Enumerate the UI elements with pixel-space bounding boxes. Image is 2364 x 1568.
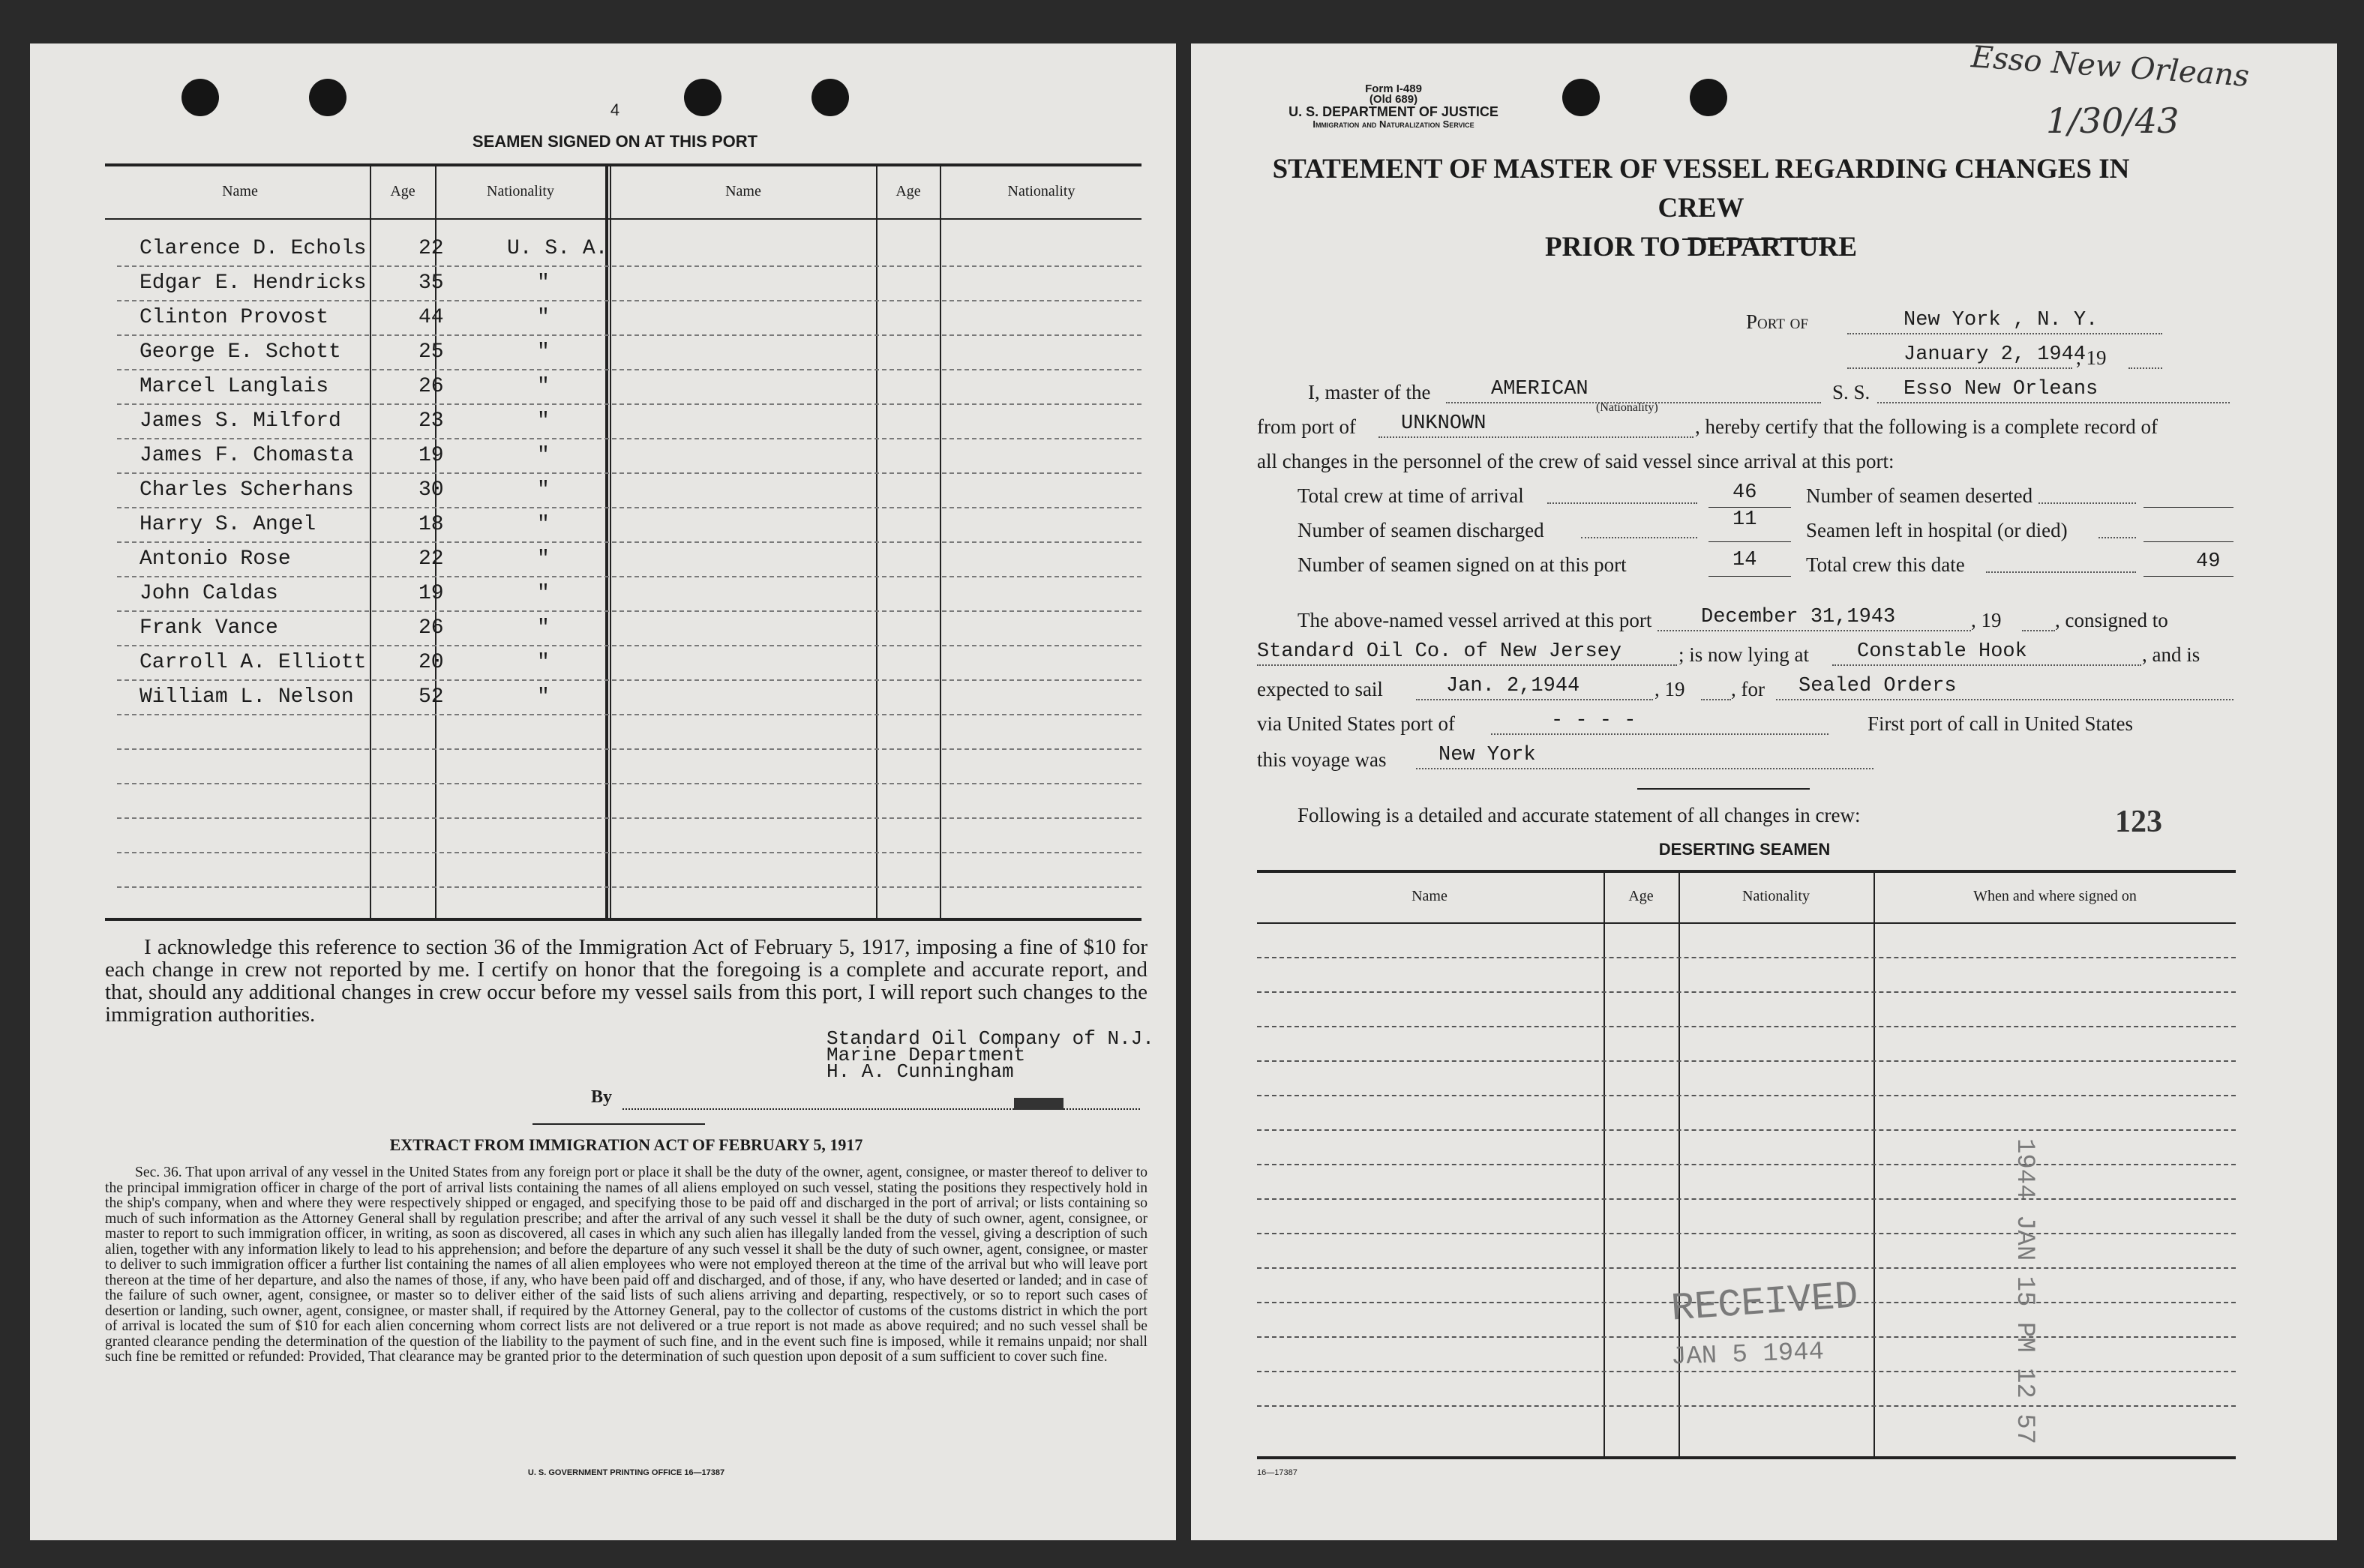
- row-rule: [1257, 957, 2236, 958]
- seaman-age: 35: [418, 271, 444, 295]
- arrived-label: The above-named vessel arrived at this port: [1298, 609, 1652, 631]
- extract-text: Sec. 36. That upon arrival of any vessel in the United States from any foreign port or place it shall be the duty of the owner, agent, consignee, or master thereof to deliver to the principal immigration officer in charge of the port of arrival lists containing the names of all aliens employed on such vessel, stating the positions they respectively hold in the ship's company, when and where they were respectively shipped or engaged, and specifying those to be paid off and discharged in the port of arrival; or lists containing so much of such information as the Attorney General shall by regulation prescribe; and after the arrival of any such vessel it shall be the duty of such owner, agent, consignee, or master to report to such immigration officer, in writing, as soon as discovered, all cases in which any such alien has illegally landed from the vessel, giving a description of such alien, together with any information likely to lead to his apprehension; and before the departure of any such vessel it shall be the duty of such owner, agent, consignee, or master to deliver to such immigration officer a further list containing the names of all alien employees who were not employed thereon at the time of the arrival but who will leave port thereon at the time of her departure, and also the names of those, if any, who have been paid off and discharged, and of those, if any, who have deserted or landed; and in case of the failure of such owner, agent, consignee, or master so to deliver either of the said lists of such aliens arriving and departing, respectively, or so to report such cases of desertion or landing, such owner, agent, consignee, or master shall, if required by the Attorney General, pay to the collector of customs of the customs district in which the port of arrival is located the sum of $10 for each alien concerning whom correct lists are not delivered or a true report is not made as above required; and no such vessel shall be granted clearance pending the determination of the question of the liability to the payment of such fine, and in the event such fine is imposed, while it remains unpaid; nor shall such fine be remitted or refunded: Provided, That clearance may be granted prior to the determination of such question upon deposit of a sum sufficient to cover such fine.: [105, 1165, 1148, 1365]
- seaman-nationality: ": [537, 306, 550, 329]
- divider-rule: [532, 1123, 705, 1125]
- fill-line: [1416, 699, 1653, 700]
- stamp-number: 123: [2115, 805, 2162, 839]
- right-page: [1191, 40, 2337, 1540]
- seaman-nationality: ": [537, 616, 550, 640]
- table-top-rule: [105, 163, 1142, 166]
- extract-title: EXTRACT FROM IMMIGRATION ACT OF FEBRUARY 5, 1917: [389, 1135, 863, 1154]
- form-title: [1266, 150, 2136, 267]
- table-row: [117, 403, 1142, 439]
- column-header: Age: [390, 183, 416, 199]
- seaman-name: James F. Chomasta: [140, 444, 354, 467]
- seaman-nationality: ": [537, 582, 550, 605]
- table-row: [117, 714, 1142, 750]
- seaman-name: James S. Milford: [140, 409, 341, 433]
- row-rule: [1257, 991, 2236, 993]
- seaman-nationality: ": [537, 685, 550, 709]
- table-row: [117, 645, 1142, 681]
- seaman-nationality: ": [537, 547, 550, 571]
- seaman-age: 30: [418, 478, 444, 502]
- port-value: New York , N. Y.: [1904, 309, 2098, 331]
- table-row: [117, 748, 1142, 784]
- table-header-rule: [105, 218, 1142, 220]
- seaman-age: 19: [418, 444, 444, 467]
- table-row: [117, 610, 1142, 646]
- voyage-label: this voyage was: [1257, 748, 1387, 771]
- seaman-name: John Caldas: [140, 582, 278, 605]
- fill-line: [1708, 541, 1791, 542]
- fill-line: [2144, 576, 2234, 577]
- stamp-line: Marine Department: [826, 1044, 1026, 1066]
- department-name: U. S. DEPARTMENT OF JUSTICE: [1288, 104, 1498, 119]
- fill-line: [1776, 699, 2234, 700]
- fill-line: [1708, 507, 1791, 508]
- seaman-nationality: ": [537, 409, 550, 433]
- lying-value: Constable Hook: [1857, 640, 2027, 663]
- table-row: [117, 472, 1142, 508]
- divider-rule: [1637, 788, 1810, 790]
- seaman-nationality: ": [537, 478, 550, 502]
- seaman-nationality: ": [537, 444, 550, 467]
- seaman-name: Clinton Provost: [140, 306, 329, 329]
- punch-hole: [309, 79, 346, 116]
- seaman-age: 26: [418, 375, 444, 398]
- punch-hole: [1690, 79, 1727, 116]
- handwritten-date: 1/30/43: [2046, 100, 2180, 141]
- column-header: Nationality: [1007, 183, 1076, 199]
- row-rule: [1257, 1060, 2236, 1062]
- expected-year-prefix: , 19: [1654, 678, 1685, 700]
- table-bottom-rule: [1257, 1456, 2236, 1459]
- table-row: [117, 334, 1142, 370]
- table-row: [117, 507, 1142, 543]
- row-rule: [1257, 1129, 2236, 1131]
- seaman-age: 19: [418, 582, 444, 605]
- received-stamp: RECEIVED: [1670, 1274, 1860, 1332]
- fill-line: [1832, 664, 2141, 666]
- column-header: Age: [1628, 888, 1654, 904]
- received-date-stamp: JAN 5 1944: [1670, 1338, 1825, 1372]
- form-old-number: (Old 689): [1369, 93, 1418, 106]
- by-label: By: [591, 1087, 613, 1107]
- table-row: [117, 852, 1142, 888]
- row-rule: [1257, 1026, 2236, 1027]
- fill-line: [1847, 333, 2162, 334]
- row-rule: [1257, 1267, 2236, 1269]
- table-row: [117, 231, 1142, 267]
- company-signature-stamp: [826, 1027, 1154, 1083]
- seaman-age: 26: [418, 616, 444, 640]
- stat-value: 11: [1732, 508, 1757, 531]
- arrived-year-prefix: , 19: [1971, 609, 2002, 631]
- master-label: I, master of the: [1308, 381, 1431, 403]
- table-row: [117, 679, 1142, 715]
- stamp-line: Standard Oil Company of N.J.: [826, 1027, 1154, 1050]
- punch-hole: [684, 79, 722, 116]
- seaman-nationality: ": [537, 340, 550, 364]
- form-footer: 16—17387: [1257, 1468, 1298, 1477]
- seaman-name: George E. Schott: [140, 340, 341, 364]
- column-header: Nationality: [487, 183, 554, 199]
- leader-dots: [1986, 571, 2136, 573]
- seaman-name: Frank Vance: [140, 616, 278, 640]
- table-row: [117, 369, 1142, 405]
- row-rule: [1257, 1164, 2236, 1165]
- time-stamp: 1944 JAN 15 PM 12 57: [2010, 1138, 2038, 1445]
- seaman-age: 25: [418, 340, 444, 364]
- fill-line: [1658, 630, 1971, 631]
- seaman-name: Marcel Langlais: [140, 375, 329, 398]
- seaman-name: Carroll A. Elliott: [140, 651, 367, 674]
- ss-label: S. S.: [1832, 381, 1870, 403]
- seaman-nationality: ": [537, 651, 550, 674]
- seaman-nationality: ": [537, 375, 550, 398]
- form-number: Form I-489: [1365, 82, 1422, 95]
- voyage-value: New York: [1438, 744, 1536, 766]
- stat-value: 14: [1732, 549, 1757, 571]
- fill-line: [1701, 699, 1731, 700]
- stamp-line: H. A. Cunningham: [826, 1060, 1014, 1083]
- table-row: [117, 265, 1142, 301]
- fill-line: [2144, 507, 2234, 508]
- leader-dots: [2038, 502, 2136, 504]
- table-bottom-rule: [105, 918, 1142, 921]
- first-port-label: First port of call in United States: [1868, 712, 2133, 735]
- stat-value: 49: [2196, 550, 2221, 573]
- row-rule: [1257, 1233, 2236, 1234]
- deserting-title: DESERTING SEAMEN: [1658, 840, 1831, 859]
- port-label: Port of: [1746, 310, 1808, 333]
- row-rule: [1257, 1198, 2236, 1200]
- handwritten-note: Esso New Orleans: [1970, 40, 2251, 94]
- seaman-name: Harry S. Angel: [140, 513, 316, 536]
- column-header: When and where signed on: [1973, 888, 2137, 904]
- seaman-nationality: U. S. A.: [507, 237, 608, 260]
- stat-label: Total crew this date: [1806, 553, 1965, 576]
- leader-dots: [2098, 537, 2136, 538]
- seaman-age: 18: [418, 513, 444, 536]
- title-underline: [1682, 238, 1825, 240]
- stat-label: Number of seamen signed on at this port: [1298, 553, 1627, 576]
- punch-hole: [1562, 79, 1600, 116]
- table-row: [117, 783, 1142, 819]
- for-label: , for: [1731, 678, 1765, 700]
- seaman-name: William L. Nelson: [140, 685, 354, 709]
- title-line: STATEMENT OF MASTER OF VESSEL REGARDING CHANGES IN CREW: [1272, 154, 2130, 223]
- column-header: Name: [725, 183, 761, 199]
- via-label: via United States port of: [1257, 712, 1455, 735]
- following-text: Following is a detailed and accurate statement of all changes in crew:: [1298, 804, 1861, 826]
- table-row: [117, 438, 1142, 474]
- nationality-value: AMERICAN: [1491, 378, 1588, 400]
- fill-line: [2022, 630, 2055, 631]
- seaman-name: Clarence D. Echols: [140, 237, 367, 260]
- via-value: - - - -: [1551, 709, 1636, 732]
- leader-dots: [1547, 502, 1697, 504]
- seaman-nationality: ": [537, 271, 550, 295]
- page-number: 4: [610, 100, 620, 119]
- consignee-value: Standard Oil Co. of New Jersey: [1257, 640, 1622, 663]
- from-port-label: from port of: [1257, 415, 1356, 438]
- stat-label: Number of seamen discharged: [1298, 519, 1544, 541]
- fill-line: [1877, 402, 2230, 403]
- form-header: [1258, 84, 1528, 130]
- fill-line: [2144, 541, 2234, 542]
- seaman-age: 52: [418, 685, 444, 709]
- stat-value: 46: [1732, 481, 1757, 504]
- row-rule: [1257, 1371, 2236, 1372]
- certify-text-2: all changes in the personnel of the crew of said vessel since arrival at this port:: [1257, 450, 1894, 472]
- table-row: [117, 883, 1142, 918]
- table-top-rule: [1257, 870, 2236, 873]
- section-title: SEAMEN SIGNED ON AT THIS PORT: [472, 132, 758, 151]
- date-value: January 2, 1944: [1904, 343, 2086, 366]
- seaman-name: Charles Scherhans: [140, 478, 354, 502]
- nationality-caption: (Nationality): [1596, 401, 1658, 414]
- service-name: Immigration and Naturalization Service: [1312, 118, 1474, 130]
- row-rule: [1257, 1095, 2236, 1096]
- row-rule: [1257, 1336, 2236, 1338]
- stat-label: Total crew at time of arrival: [1298, 484, 1524, 507]
- row-rule: [1257, 1405, 2236, 1407]
- fill-line: [1491, 733, 1828, 735]
- fill-line: [2128, 367, 2162, 369]
- table-row: [117, 817, 1142, 853]
- fill-line: [1416, 768, 1874, 769]
- punch-hole: [182, 79, 219, 116]
- seaman-age: 22: [418, 237, 444, 260]
- seaman-name: Edgar E. Hendricks: [140, 271, 367, 295]
- consigned-label: , consigned to: [2055, 609, 2168, 631]
- column-header: Name: [1412, 888, 1448, 904]
- column-header: Nationality: [1742, 888, 1810, 904]
- punch-hole: [812, 79, 849, 116]
- table-header-rule: [1257, 922, 2236, 924]
- for-value: Sealed Orders: [1798, 675, 1957, 697]
- and-is-label: , and is: [2142, 643, 2200, 666]
- fill-line: [1378, 436, 1694, 438]
- title-line: PRIOR TO DEPARTURE: [1544, 232, 1858, 262]
- table-row: [117, 576, 1142, 612]
- arrived-value: December 31,1943: [1701, 606, 1896, 628]
- seaman-age: 23: [418, 409, 444, 433]
- date-year-prefix: , 19: [2076, 346, 2107, 369]
- leader-dots: [1581, 537, 1697, 538]
- seaman-age: 20: [418, 651, 444, 674]
- stat-label: Number of seamen deserted: [1806, 484, 2033, 507]
- seaman-age: 22: [418, 547, 444, 571]
- fill-line: [1847, 367, 2072, 369]
- lying-label: ; is now lying at: [1678, 643, 1809, 666]
- redaction-mark: [1014, 1098, 1064, 1110]
- fill-line: [1708, 576, 1791, 577]
- seaman-name: Antonio Rose: [140, 547, 291, 571]
- certify-text: , hereby certify that the following is a complete record of: [1695, 415, 2158, 438]
- expected-value: Jan. 2,1944: [1446, 675, 1580, 697]
- printer-imprint: U. S. GOVERNMENT PRINTING OFFICE 16—17387: [527, 1468, 725, 1477]
- fill-line: [1257, 664, 1677, 666]
- column-header: Age: [896, 183, 921, 199]
- table-row: [117, 541, 1142, 577]
- left-page: [30, 43, 1176, 1540]
- stat-label: Seamen left in hospital (or died): [1806, 519, 2068, 541]
- table-row: [117, 300, 1142, 336]
- acknowledgment-text: I acknowledge this reference to section 36 of the Immigration Act of February 5, 1917, imposing a fine of $10 for each change in crew not reported by me. I certify on honor that the foregoing is a complete and accurate report, and that, should any additional changes in crew occur before my vessel sails from this port, I will report such changes to the immigration authorities.: [105, 935, 1148, 1027]
- expected-label: expected to sail: [1257, 678, 1383, 700]
- from-port-value: UNKNOWN: [1401, 412, 1486, 435]
- column-header: Name: [222, 183, 258, 199]
- ss-value: Esso New Orleans: [1904, 378, 2098, 400]
- seaman-age: 44: [418, 306, 444, 329]
- seaman-nationality: ": [537, 513, 550, 536]
